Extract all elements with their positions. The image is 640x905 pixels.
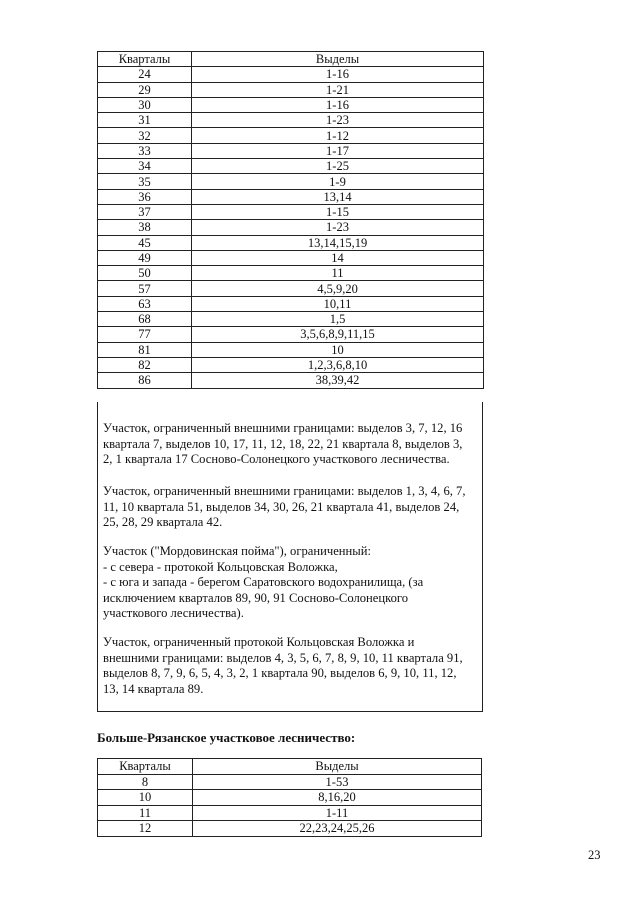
sections-cell: 1-16 xyxy=(192,67,484,82)
quarter-cell: 45 xyxy=(98,235,192,250)
table-header-row xyxy=(98,52,484,67)
description-paragraph-3 xyxy=(103,544,476,622)
sections-cell: 22,23,24,25,26 xyxy=(193,821,482,837)
paragraph-line: 25, 28, 29 квартала 42. xyxy=(103,515,223,529)
quarter-cell: 29 xyxy=(98,82,192,97)
sections-cell: 14 xyxy=(192,250,484,265)
sections-cell: 1-16 xyxy=(192,97,484,112)
quarter-cell: 38 xyxy=(98,220,192,235)
sections-cell: 11 xyxy=(192,266,484,281)
table-row xyxy=(98,235,484,250)
table-row xyxy=(98,805,482,821)
sections-cell: 1-12 xyxy=(192,128,484,143)
table-row xyxy=(98,113,484,128)
paragraph-line: выделов 8, 7, 9, 6, 5, 4, 3, 2, 1 квартала 90, выделов 6, 9, 10, 11, 12, xyxy=(103,666,457,680)
sections-cell: 1-17 xyxy=(192,143,484,158)
table-header-row xyxy=(98,759,482,775)
paragraph-line: 13, 14 квартала 89. xyxy=(103,681,204,696)
column-header-quarters: Кварталы xyxy=(98,52,192,67)
sections-cell: 13,14,15,19 xyxy=(192,235,484,250)
paragraph-line: Участок ("Мордовинская пойма"), ограниченный: xyxy=(103,544,371,558)
paragraph-line: участкового лесничества). xyxy=(103,606,244,620)
quarter-cell: 34 xyxy=(98,159,192,174)
quarter-cell: 49 xyxy=(98,250,192,265)
sections-cell: 8,16,20 xyxy=(193,790,482,806)
description-paragraph-1 xyxy=(103,421,476,468)
sections-cell: 1-11 xyxy=(193,805,482,821)
quarter-cell: 81 xyxy=(98,342,192,357)
paragraph-line: Участок, ограниченный внешними границами: выделов 1, 3, 4, 6, 7, xyxy=(103,484,466,498)
page-number: 23 xyxy=(588,848,601,862)
quarter-cell: 11 xyxy=(98,805,193,821)
quarter-cell: 33 xyxy=(98,143,192,158)
table-row xyxy=(98,189,484,204)
sections-cell: 1-23 xyxy=(192,220,484,235)
quarter-cell: 36 xyxy=(98,189,192,204)
quarter-cell: 86 xyxy=(98,373,192,388)
quarter-cell: 10 xyxy=(98,790,193,806)
forest-quarters-table-2 xyxy=(97,758,482,837)
table-row xyxy=(98,266,484,281)
forest-quarters-table xyxy=(97,51,484,389)
quarter-cell: 68 xyxy=(98,312,192,327)
sections-cell: 1-9 xyxy=(192,174,484,189)
table-row xyxy=(98,220,484,235)
table-row xyxy=(98,204,484,219)
column-header-sections: Выделы xyxy=(193,759,482,775)
table-row xyxy=(98,774,482,790)
quarter-cell: 57 xyxy=(98,281,192,296)
sections-cell: 13,14 xyxy=(192,189,484,204)
sections-cell: 1,2,3,6,8,10 xyxy=(192,357,484,372)
sections-cell: 38,39,42 xyxy=(192,373,484,388)
table-row xyxy=(98,250,484,265)
table-row xyxy=(98,312,484,327)
sections-cell: 1,5 xyxy=(192,312,484,327)
paragraph-line: внешними границами: выделов 4, 3, 5, 6, 7, 8, 9, 10, 11 квартала 91, xyxy=(103,650,463,665)
paragraph-line: Участок, ограниченный внешними границами: выделов 3, 7, 12, 16 xyxy=(103,421,463,435)
table-row xyxy=(98,97,484,112)
sections-cell: 1-25 xyxy=(192,159,484,174)
paragraph-line: исключением кварталов 89, 90, 91 Сосново-Солонецкого xyxy=(103,590,409,605)
paragraph-line: квартала 7, выделов 10, 17, 11, 12, 18, 22, 21 квартала 8, выделов 3, xyxy=(103,436,463,451)
table-row xyxy=(98,296,484,311)
quarter-cell: 12 xyxy=(98,821,193,837)
sections-cell: 3,5,6,8,9,11,15 xyxy=(192,327,484,342)
sections-cell: 1-21 xyxy=(192,82,484,97)
quarter-cell: 8 xyxy=(98,774,193,790)
paragraph-line: 2, 1 квартала 17 Сосново-Солонецкого участкового лесничества. xyxy=(103,452,450,466)
sections-cell: 1-15 xyxy=(192,204,484,219)
description-paragraph-4 xyxy=(103,635,476,697)
paragraph-line: Участок, ограниченный протокой Кольцовская Воложка и xyxy=(103,635,415,649)
quarter-cell: 82 xyxy=(98,357,192,372)
sections-cell: 10 xyxy=(192,342,484,357)
table-row xyxy=(98,790,482,806)
sections-cell: 4,5,9,20 xyxy=(192,281,484,296)
sections-cell: 10,11 xyxy=(192,296,484,311)
table-row xyxy=(98,128,484,143)
quarter-cell: 24 xyxy=(98,67,192,82)
quarter-cell: 30 xyxy=(98,97,192,112)
table-row xyxy=(98,174,484,189)
table-row xyxy=(98,159,484,174)
description-paragraph-2 xyxy=(103,484,476,531)
quarter-cell: 31 xyxy=(98,113,192,128)
quarter-cell: 37 xyxy=(98,204,192,219)
table-row xyxy=(98,82,484,97)
table-row xyxy=(98,821,482,837)
paragraph-line: - с юга и запада - берегом Саратовского водохранилища, (за xyxy=(103,575,424,589)
paragraph-line: 11, 10 квартала 51, выделов 34, 30, 26, 21 квартала 41, выделов 24, xyxy=(103,499,460,514)
sections-cell: 1-23 xyxy=(192,113,484,128)
quarter-cell: 35 xyxy=(98,174,192,189)
sections-cell: 1-53 xyxy=(193,774,482,790)
table-row xyxy=(98,373,484,388)
table-row xyxy=(98,357,484,372)
table-row xyxy=(98,143,484,158)
section-heading: Больше-Рязанское участковое лесничество: xyxy=(97,730,356,745)
table-row xyxy=(98,281,484,296)
quarter-cell: 32 xyxy=(98,128,192,143)
quarter-cell: 63 xyxy=(98,296,192,311)
table-row xyxy=(98,327,484,342)
table-row xyxy=(98,67,484,82)
table-row xyxy=(98,342,484,357)
paragraph-line: - с севера - протокой Кольцовская Воложка, xyxy=(103,559,338,574)
quarter-cell: 77 xyxy=(98,327,192,342)
column-header-sections: Выделы xyxy=(192,52,484,67)
quarter-cell: 50 xyxy=(98,266,192,281)
column-header-quarters: Кварталы xyxy=(98,759,193,775)
